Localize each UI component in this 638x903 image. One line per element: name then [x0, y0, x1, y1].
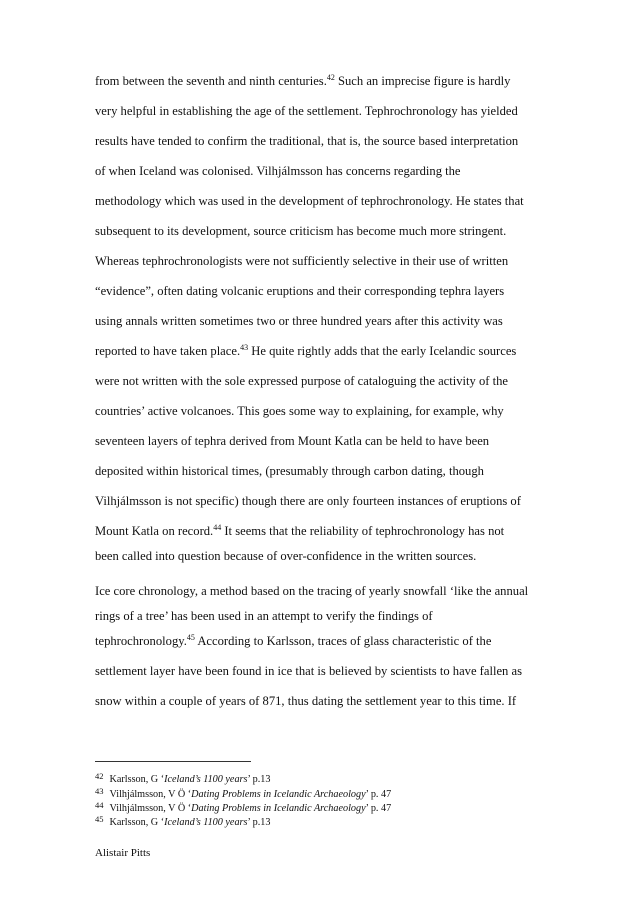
footnote-page: ’ p. 47: [365, 803, 392, 814]
line-text: Mount Katla on record.: [95, 524, 214, 538]
text-line: [95, 463, 484, 479]
footnote-title: Iceland’s 1100 years: [164, 817, 248, 828]
text-line: [95, 223, 506, 239]
footnote-page: ’ p.13: [247, 817, 271, 828]
line-text: tephrochronology.: [95, 634, 187, 648]
line-text-tail: It seems that the reliability of tephrochronology has not: [221, 524, 505, 538]
text-line: [95, 633, 491, 649]
text-line: [95, 608, 433, 624]
footnote-page: ’ p. 47: [365, 789, 392, 800]
line-text: Ice core chronology, a method based on the tracing of yearly snowfall ‘like the annual: [95, 584, 529, 598]
text-line: [95, 73, 510, 89]
text-line: [95, 663, 522, 679]
footnote: [95, 770, 271, 786]
line-text: snow within a couple of years of 871, thus dating the settlement year to this time. If: [95, 694, 517, 708]
line-text: subsequent to its development, source criticism has become much more stringent.: [95, 224, 507, 238]
page-footer-author: Alistair Pitts: [95, 847, 151, 859]
footnote-number: 44: [95, 800, 104, 810]
footnote-reference: 43: [240, 343, 249, 352]
line-text: methodology which was used in the development of tephrochronology. He states that: [95, 194, 524, 208]
footnote-reference: 45: [186, 633, 195, 642]
footnote-title: Iceland’s 1100 years: [164, 774, 248, 785]
footnote-citation: Vilhjálmsson, V Ö ‘: [109, 803, 192, 814]
text-line: [95, 133, 518, 149]
text-line: [95, 253, 508, 269]
text-line: [95, 693, 516, 709]
line-text-tail: He quite rightly adds that the early Icelandic sources: [248, 344, 517, 358]
text-line: [95, 163, 461, 179]
text-line: [95, 313, 503, 329]
footnote-citation: Karlsson, G ‘: [109, 774, 165, 785]
line-text: deposited within historical times, (presumably through carbon dating, though: [95, 464, 484, 478]
text-line: [95, 283, 504, 299]
text-line: [95, 583, 528, 599]
footnote-reference: 44: [213, 523, 222, 532]
footnote-number: 42: [95, 771, 104, 781]
line-text: using annals written sometimes two or three hundred years after this activity was: [95, 314, 503, 328]
line-text: countries’ active volcanoes. This goes some way to explaining, for example, why: [95, 404, 504, 418]
text-line: [95, 103, 518, 119]
line-text: settlement layer have been found in ice that is believed by scientists to have fallen as: [95, 664, 522, 678]
line-text: reported to have taken place.: [95, 344, 241, 358]
text-line: [95, 373, 508, 389]
line-text: “evidence”, often dating volcanic eruptions and their corresponding tephra layers: [95, 284, 505, 298]
footnote-title: Dating Problems in Icelandic Archaeology: [191, 803, 366, 814]
text-line: [95, 493, 521, 509]
footnote-number: 45: [95, 814, 104, 824]
line-text-tail: According to Karlsson, traces of glass characteristic of the: [194, 634, 492, 648]
line-text: been called into question because of over-confidence in the written sources.: [95, 549, 477, 563]
footnote-citation: Vilhjálmsson, V Ö ‘: [109, 789, 192, 800]
line-text: of when Iceland was colonised. Vilhjálmsson has concerns regarding the: [95, 164, 461, 178]
line-text-tail: Such an imprecise figure is hardly: [334, 74, 511, 88]
line-text: rings of a tree’ has been used in an attempt to verify the findings of: [95, 609, 433, 623]
line-text: from between the seventh and ninth centuries.: [95, 74, 327, 88]
text-line: [95, 193, 524, 209]
line-text: Vilhjálmsson is not specific) though there are only fourteen instances of eruptions of: [95, 494, 521, 508]
footnote-title: Dating Problems in Icelandic Archaeology: [191, 789, 366, 800]
footnote-number: 43: [95, 786, 104, 796]
footnote-citation: Karlsson, G ‘: [109, 817, 165, 828]
footnote-divider: [95, 761, 251, 762]
footnote-page: ’ p.13: [247, 774, 271, 785]
line-text: results have tended to confirm the traditional, that is, the source based interpretation: [95, 134, 519, 148]
text-line: [95, 433, 489, 449]
text-line: [95, 343, 516, 359]
line-text: Whereas tephrochronologists were not sufficiently selective in their use of written: [95, 254, 509, 268]
text-line: [95, 523, 504, 539]
line-text: very helpful in establishing the age of the settlement. Tephrochronology has yielded: [95, 104, 518, 118]
footnote: [95, 813, 271, 829]
footnote-reference: 42: [326, 73, 335, 82]
text-line: [95, 548, 476, 564]
line-text: seventeen layers of tephra derived from Mount Katla can be held to have been: [95, 434, 490, 448]
line-text: were not written with the sole expressed purpose of cataloguing the activity of the: [95, 374, 509, 388]
text-line: [95, 403, 504, 419]
